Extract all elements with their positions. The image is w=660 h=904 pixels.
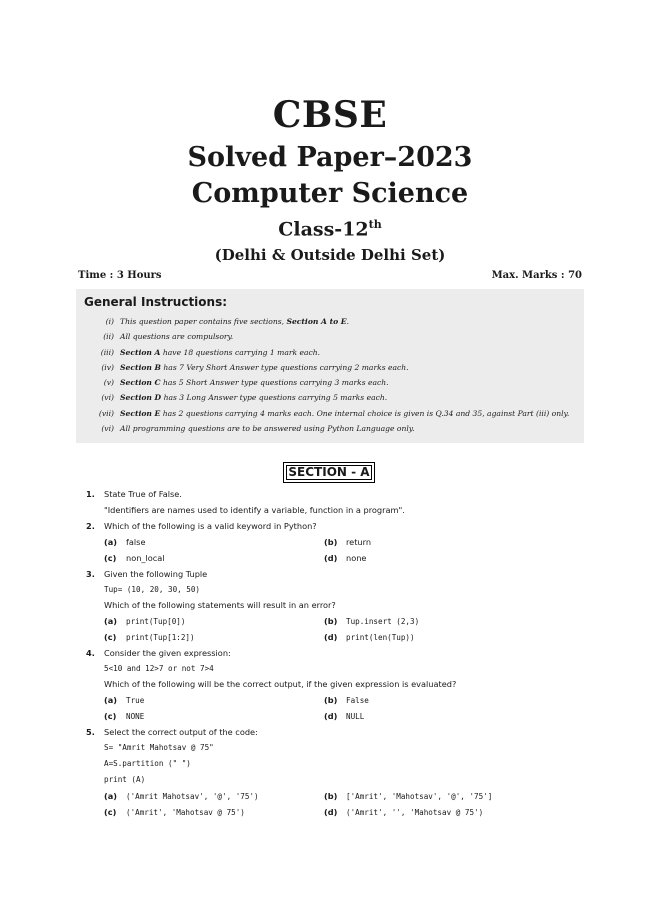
paper-title: Solved Paper–2023 (187, 142, 473, 173)
instruction-item: (i) This question paper contains five sections, Section A to E. (105, 317, 350, 326)
question-1-statement: "Identifiers are names used to identify a variable, function in a program". (104, 505, 405, 515)
question-5-option-c: (c) ('Amrit', 'Mahotsav @ 75') (104, 807, 245, 817)
set-title: (Delhi & Outside Delhi Set) (214, 246, 446, 264)
question-2-option-a: (a) false (104, 537, 146, 547)
max-marks-label: Max. Marks : 70 (491, 270, 582, 281)
question-3-code: Tup= (10, 20, 30, 50) (104, 585, 201, 594)
time-label: Time : 3 Hours (78, 270, 162, 281)
question-4-option-b: (b) False (324, 695, 369, 705)
instructions-title: General Instructions: (84, 295, 228, 309)
instructions-list (80, 317, 580, 439)
question-4-prompt: Which of the following will be the correct output, if the given expression is evaluated? (104, 679, 457, 689)
question-5-code-line-2: A=S.partition (" ") (104, 759, 191, 768)
question-5-option-a: (a) ('Amrit Mahotsav', '@', '75') (104, 791, 259, 801)
instruction-item: (vi) Section D has 3 Long Answer type questions carrying 5 marks each. (101, 393, 388, 403)
instruction-item: (iii) Section A have 18 questions carrying 1 mark each. (100, 347, 321, 357)
question-4-option-a: (a) True (104, 695, 145, 705)
question-3-option-d: (d) print(len(Tup)) (324, 632, 415, 642)
section-a-heading: SECTION - A (283, 462, 375, 483)
question-3-option-b: (b) Tup.insert (2,3) (324, 616, 420, 626)
question-5-code-line-1: S= "Amrit Mahotsav @ 75" (104, 743, 214, 752)
question-3-prompt: Which of the following statements will result in an error? (104, 600, 336, 610)
question-3-option-a: (a) print(Tup[0]) (104, 616, 186, 626)
question-5-option-b: (b) ['Amrit', 'Mahotsav', '@', '75'] (324, 791, 493, 801)
question-4-option-d: (d) NULL (324, 711, 365, 721)
instruction-item: (iv) Section B has 7 Very Short Answer type questions carrying 2 marks each. (101, 362, 409, 372)
question-4-code: 5<10 and 12>7 or not 7>4 (104, 664, 214, 673)
question-2-option-d: (d) none (324, 553, 367, 563)
question-4-option-c: (c) NONE (104, 711, 145, 721)
question-2-option-c: (c) non_local (104, 553, 165, 563)
instruction-item: (vi) All programming questions are to be answered using Python Language only. (101, 424, 415, 434)
question-5-option-d: (d) ('Amrit', '', 'Mahotsav @ 75') (324, 807, 484, 817)
instruction-item: (v) Section C has 5 Short Answer type questions carrying 3 marks each. (103, 378, 389, 388)
question-5-code-line-3: print (A) (104, 775, 146, 784)
question-2-option-b: (b) return (324, 537, 372, 547)
class-title: Class-12th (278, 218, 382, 241)
instruction-item: (vii) Section E has 2 questions carrying 4 marks each. One internal choice is given is Q.34 and 35, against Part (iii) only. (98, 408, 570, 418)
general-instructions (76, 289, 584, 443)
instruction-item: (ii) All questions are compulsory. (103, 332, 234, 342)
question-3-option-c: (c) print(Tup[1:2]) (104, 632, 195, 642)
subject-title: Computer Science (191, 178, 469, 209)
board-title: CBSE (272, 94, 388, 136)
